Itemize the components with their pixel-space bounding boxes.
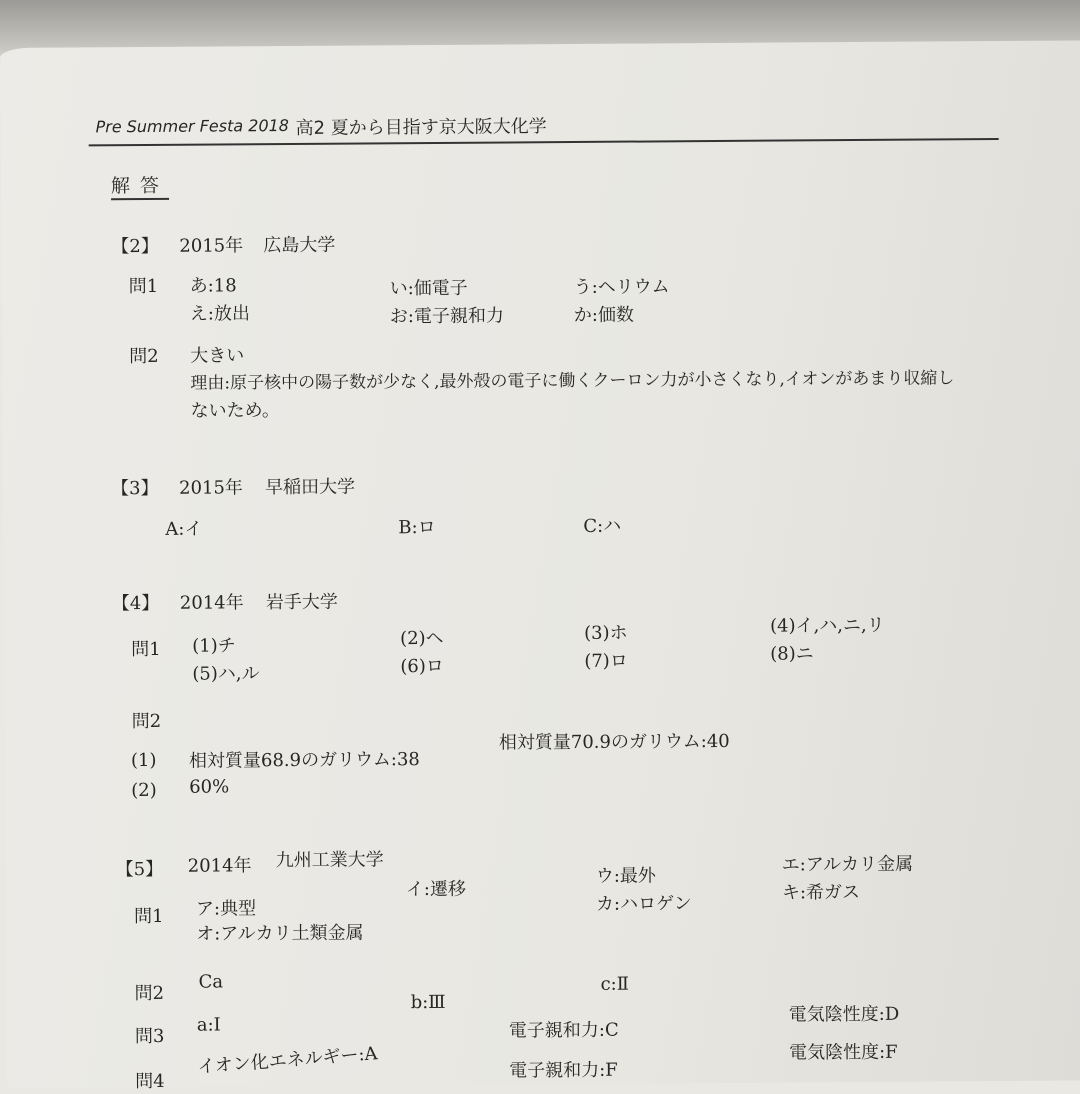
section-year: 2015年	[179, 477, 243, 499]
header-series: Pre Summer Festa 2018	[95, 115, 290, 137]
answer: 60%	[189, 776, 230, 798]
section-university: 早稲田大学	[265, 476, 356, 499]
answer: (6)ロ	[400, 655, 444, 678]
answer: (1)チ	[192, 635, 236, 657]
header-rule	[89, 138, 999, 146]
answer: あ:18	[189, 275, 237, 297]
answer: カ:ハロゲン	[595, 893, 692, 915]
answer: C:ハ	[583, 515, 622, 537]
section-year: 2014年	[187, 855, 252, 877]
question-label: 問1	[128, 275, 159, 298]
section-number: 【4】	[111, 592, 160, 615]
question-label: 問2	[129, 345, 159, 368]
answer: (4)イ,ハ,ニ,リ	[769, 614, 885, 637]
answer: 電気陰性度:D	[788, 1003, 900, 1026]
answer: 電子親和力:C	[508, 1019, 619, 1042]
answer: え:放出	[189, 303, 251, 325]
section-university: 岩手大学	[265, 591, 338, 614]
section-year: 2014年	[179, 592, 244, 614]
answer: い:価電子	[389, 277, 468, 300]
answer: ウ:最外	[595, 865, 656, 887]
answer: う:ヘリウム	[573, 276, 670, 299]
answer: b:Ⅲ	[410, 991, 446, 1014]
question-label: 問2	[131, 710, 162, 733]
section-number: 【2】	[111, 235, 159, 258]
answer: B:ロ	[398, 516, 436, 539]
answer: (8)ニ	[770, 643, 814, 665]
answer: お:電子親和力	[389, 305, 505, 328]
answer: 相対質量68.9のガリウム:38	[188, 749, 420, 772]
section-number: 【5】	[115, 858, 164, 881]
question-label: 問1	[131, 638, 161, 661]
answer: (2)ヘ	[400, 627, 444, 650]
page-title: 解答	[111, 171, 169, 200]
item-number: (2)	[131, 779, 157, 802]
answer: イ:遷移	[405, 878, 467, 901]
question-label: 問1	[133, 905, 164, 928]
section-year: 2015年	[179, 235, 244, 257]
answer: オ:アルカリ土類金属	[196, 922, 364, 945]
answer: か:価数	[573, 304, 635, 326]
answer: エ:アルカリ金属	[781, 853, 914, 876]
answer: A:イ	[165, 518, 203, 540]
question-label: 問2	[134, 982, 165, 1005]
answer: (7)ロ	[584, 650, 628, 672]
question-label: 問4	[135, 1070, 165, 1093]
answer: (3)ホ	[584, 622, 628, 644]
document-page	[0, 40, 1080, 1093]
answer: (5)ハ,ル	[192, 663, 260, 685]
answer: a:Ⅰ	[196, 1014, 221, 1036]
answer: イオン化エネルギー:A	[196, 1043, 379, 1078]
answer: キ:希ガス	[781, 882, 861, 904]
answer: ア:典型	[195, 898, 257, 920]
answer: 電子親和力:F	[509, 1059, 618, 1082]
answer: 大きい	[190, 345, 245, 367]
reason-text: 理由:原子核中の陽子数が少なく,最外殻の電子に働くクーロン力が小さくなり,イオンがあまり収縮し	[190, 368, 955, 394]
item-number: (1)	[130, 749, 157, 772]
answer: c:Ⅱ	[600, 973, 630, 995]
question-label: 問3	[134, 1025, 165, 1048]
section-number: 【3】	[111, 477, 159, 500]
answer: 電気陰性度:F	[788, 1041, 898, 1064]
answer: 相対質量70.9のガリウム:40	[498, 730, 730, 754]
section-university: 広島大学	[263, 234, 336, 257]
section-university: 九州工業大学	[275, 849, 384, 872]
answer: Ca	[198, 971, 224, 993]
header-course: 高2 夏から目指す京大阪大化学	[295, 116, 547, 139]
reason-text: ないため。	[190, 400, 280, 422]
